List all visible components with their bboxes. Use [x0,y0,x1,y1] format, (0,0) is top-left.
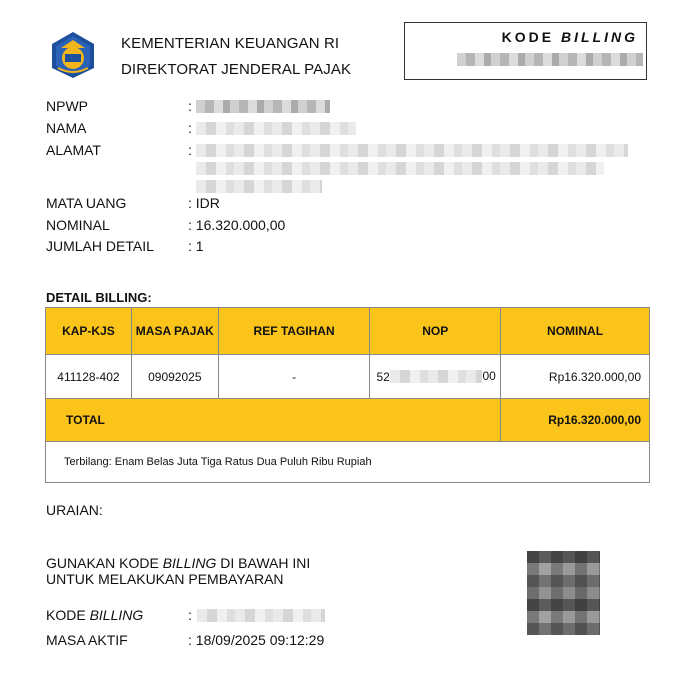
column-header-kap-kjs: KAP-KJS [46,308,132,355]
cell-masa-pajak: 09092025 [131,355,218,399]
total-label: TOTAL [46,399,501,442]
cell-nominal: Rp16.320.000,00 [501,355,650,399]
masa-aktif-value: : 18/09/2025 09:12:29 [188,632,325,648]
nop-prefix: 52 [376,369,390,384]
nominal-value: : 16.320.000,00 [188,217,286,233]
cell-kap-kjs: 411128-402 [46,355,132,399]
billing-box-title: KODE BILLING [501,29,638,45]
kode-billing-colon: : [188,607,192,623]
ministry-name: KEMENTERIAN KEUANGAN RI [121,35,340,52]
alamat-label: ALAMAT [46,142,101,158]
npwp-colon: : [188,98,192,114]
billing-code-redacted [457,53,643,66]
column-header-nominal: NOMINAL [501,308,650,355]
kode-billing-label: KODE BILLING [46,607,144,623]
jumlah-detail-value: : 1 [188,238,204,254]
kemenkeu-emblem-icon [48,30,98,80]
nama-colon: : [188,120,192,136]
instruction-line1: GUNAKAN KODE BILLING DI BAWAH INI [46,555,311,571]
nop-redacted [390,370,482,383]
detail-billing-title: DETAIL BILLING: [46,290,152,305]
terbilang-text: Terbilang: Enam Belas Juta Tiga Ratus Dua Puluh Ribu Rupiah [46,442,650,483]
nop-suffix: 00 [482,369,496,383]
alamat-redacted-line3 [196,180,322,193]
mata-uang-label: MATA UANG [46,195,127,211]
uraian-label: URAIAN: [46,502,103,518]
terbilang-row [46,442,650,483]
column-header-nop: NOP [370,308,501,355]
cell-ref-tagihan: - [218,355,370,399]
alamat-redacted-line2 [196,162,604,175]
table-total-row [46,399,650,442]
total-value: Rp16.320.000,00 [501,399,650,442]
nama-redacted [196,122,356,135]
instruction-line2: UNTUK MELAKUKAN PEMBAYARAN [46,571,284,587]
npwp-label: NPWP [46,98,88,114]
kode-billing-redacted [197,609,325,622]
nominal-label: NOMINAL [46,217,110,233]
alamat-colon: : [188,142,192,158]
alamat-redacted-line1 [196,144,628,157]
cell-nop [370,355,501,399]
table-header-row [46,308,650,355]
qr-code-icon [527,551,600,635]
billing-code-box [404,22,647,80]
mata-uang-value: : IDR [188,195,220,211]
masa-aktif-label: MASA AKTIF [46,632,128,648]
column-header-masa-pajak: MASA PAJAK [131,308,218,355]
table-row [46,355,650,399]
detail-billing-table [45,307,650,483]
column-header-ref-tagihan: REF TAGIHAN [218,308,370,355]
nama-label: NAMA [46,120,87,136]
directorate-name: DIREKTORAT JENDERAL PAJAK [121,61,352,78]
jumlah-detail-label: JUMLAH DETAIL [46,238,154,254]
npwp-redacted [196,100,330,113]
